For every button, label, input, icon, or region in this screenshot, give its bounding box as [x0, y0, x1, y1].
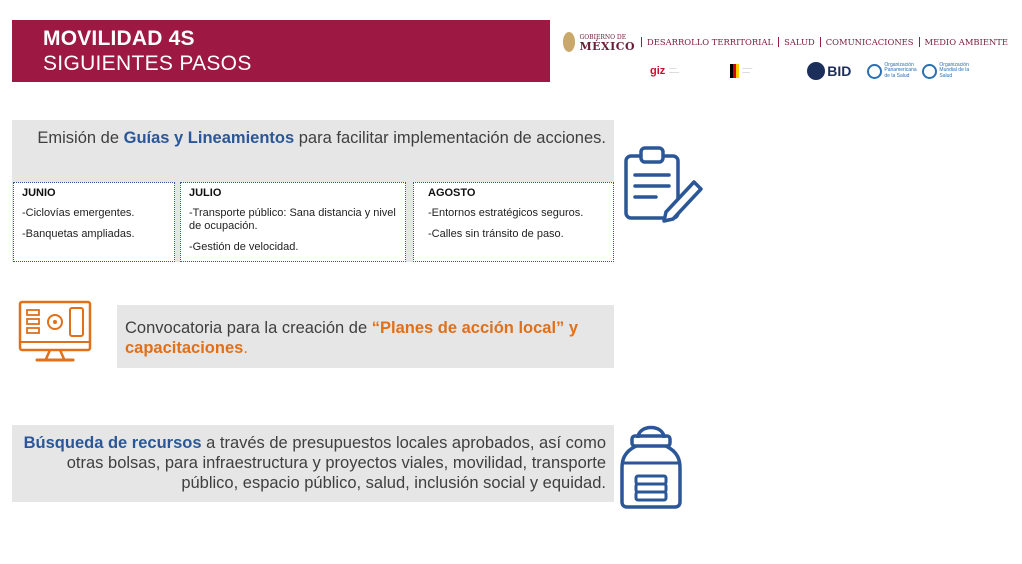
month-item: -Banquetas ampliadas.: [22, 228, 135, 240]
plans-text: Convocatoria para la creación de “Planes de acción local” y capacitaciones.: [125, 319, 579, 357]
month-item: -Transporte público: Sana distancia y nivel de ocupación.: [189, 207, 396, 232]
monitor-dashboard-icon: [17, 298, 93, 364]
dept-medio-ambiente: MEDIO AMBIENTE: [919, 37, 1013, 47]
month-item: -Calles sin tránsito de paso.: [428, 228, 564, 240]
giz-small-print: ─── ────: [669, 67, 680, 75]
dept-desarrollo-territorial: DESARROLLO TERRITORIAL: [641, 37, 778, 47]
bmz-small-print: ──── ───: [742, 67, 753, 75]
oms-logo: Organización Mundial de la Salud: [939, 61, 970, 79]
germany-flag-icon: [730, 64, 742, 78]
giz-logo: giz: [650, 65, 666, 77]
gobierno-emblem-icon: [563, 32, 575, 52]
government-logos: [563, 30, 1013, 54]
jar-coins-icon: [618, 418, 684, 510]
bid-globe-icon: [807, 62, 825, 80]
ops-logo: Organización Panamericana de la Salud: [884, 61, 917, 79]
bid-logo: BID: [807, 62, 851, 80]
month-title: JULIO: [189, 187, 222, 199]
header-banner: [12, 20, 550, 82]
page-subtitle: SIGUIENTES PASOS: [43, 52, 252, 75]
month-card-agosto: [413, 182, 614, 262]
month-title: AGOSTO: [428, 187, 476, 199]
month-item: -Gestión de velocidad.: [189, 241, 299, 253]
partner-logos: [650, 57, 1020, 85]
guides-text: Emisión de Guías y Lineamientos para facilitar implementación de acciones.: [37, 129, 606, 147]
clipboard-pencil-icon: [620, 144, 704, 224]
month-item: -Entornos estratégicos seguros.: [428, 207, 584, 219]
dept-salud: SALUD: [778, 37, 820, 47]
month-card-julio: [180, 182, 406, 262]
gobierno-mexico-logo: GOBIERNO DE MÉXICO: [579, 34, 636, 53]
ops-emblem-icon: [867, 64, 882, 79]
month-card-junio: [13, 182, 175, 262]
oms-emblem-icon: [922, 64, 937, 79]
page-title: MOVILIDAD 4S: [43, 27, 195, 50]
month-item: -Ciclovías emergentes.: [22, 207, 135, 219]
month-title: JUNIO: [22, 187, 56, 199]
dept-comunicaciones: COMUNICACIONES: [820, 37, 919, 47]
resources-text: Búsqueda de recursos a través de presupuestos locales aprobados, así como otras bolsas, para infraestructura y proyectos viales, movilidad, transporte público, espacio público, salud, inclusión social y equidad.: [23, 434, 606, 492]
